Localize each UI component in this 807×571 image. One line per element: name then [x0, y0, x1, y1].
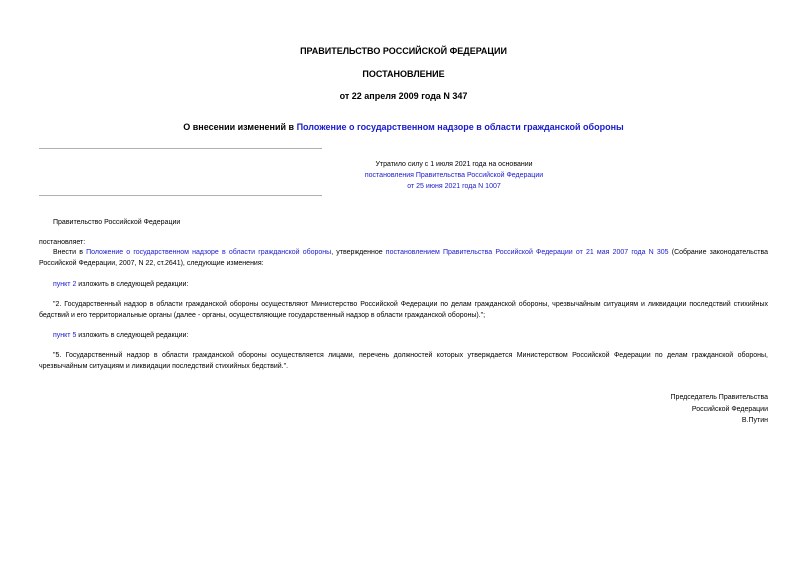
doc-title-prefix: О внесении изменений в: [183, 122, 297, 132]
intro-paragraph: Внести в Положение о государственном надзоре в области гражданской обороны, утвержденное постановлением Правительства Российской Федерации от 21 мая 2007 года N 305 (Собрание законодательства Российской Федерации, 2007, N 22, ст.2641), следующие изменения:: [39, 249, 768, 267]
intro-decree-link[interactable]: постановлением Правительства Российской Федерации от 21 мая 2007 года N 305: [385, 249, 669, 256]
government-line: Правительство Российской Федерации: [53, 219, 181, 226]
item2-instruction: пункт 2 изложить в следующей редакции:: [53, 281, 189, 288]
divider-bottom: [39, 195, 322, 196]
decides-line: постановляет:: [39, 239, 86, 246]
signature-block: [671, 392, 768, 427]
item5-instruction: пункт 5 изложить в следующей редакции:: [53, 332, 189, 339]
signature-title: Председатель Правительства: [670, 394, 768, 401]
intro-regulation-link[interactable]: Положение о государственном надзоре в области гражданской обороны: [86, 249, 332, 256]
item2-quote: "2. Государственный надзор в области гражданской обороны осуществляют Министерство Российской Федерации по делам гражданской обороны, чрезвычайным ситуациям и ликвидации последствий стихийных бедствий и его территориальные органы (далее - органы, осуществляющие государственный надзор в области гражданской обороны).";: [39, 301, 768, 319]
org-heading: ПРАВИТЕЛЬСТВО РОССИЙСКОЙ ФЕДЕРАЦИИ: [300, 46, 507, 56]
doc-type-heading: ПОСТАНОВЛЕНИЕ: [362, 69, 445, 79]
signature-org: Российской Федерации: [691, 405, 768, 413]
repeal-decree-link[interactable]: постановления Правительства Российской Федерации: [364, 172, 544, 179]
regulation-link[interactable]: Положение о государственном надзоре в области гражданской обороны: [296, 122, 624, 132]
date-number-heading: от 22 апреля 2009 года N 347: [339, 91, 468, 101]
repeal-decree-date-link[interactable]: от 25 июня 2021 года N 1007: [407, 183, 501, 190]
item5-link[interactable]: пункт 5: [53, 332, 77, 339]
signature-name: В.Путин: [741, 417, 768, 424]
item5-quote: "5. Государственный надзор в области гражданской обороны осуществляется лицами, перечень должностей которых утверждается Министерством Российской Федерации по делам гражданской обороны, чрезвычайным ситуациям и ликвидации последствий стихийных бедствий.".: [39, 352, 768, 370]
repeal-note-line1: Утратило силу с 1 июля 2021 года на основании: [375, 161, 533, 168]
repeal-note: [250, 159, 658, 192]
item2-link[interactable]: пункт 2: [53, 281, 77, 288]
doc-title: [0, 122, 807, 132]
divider-top: [39, 148, 322, 149]
